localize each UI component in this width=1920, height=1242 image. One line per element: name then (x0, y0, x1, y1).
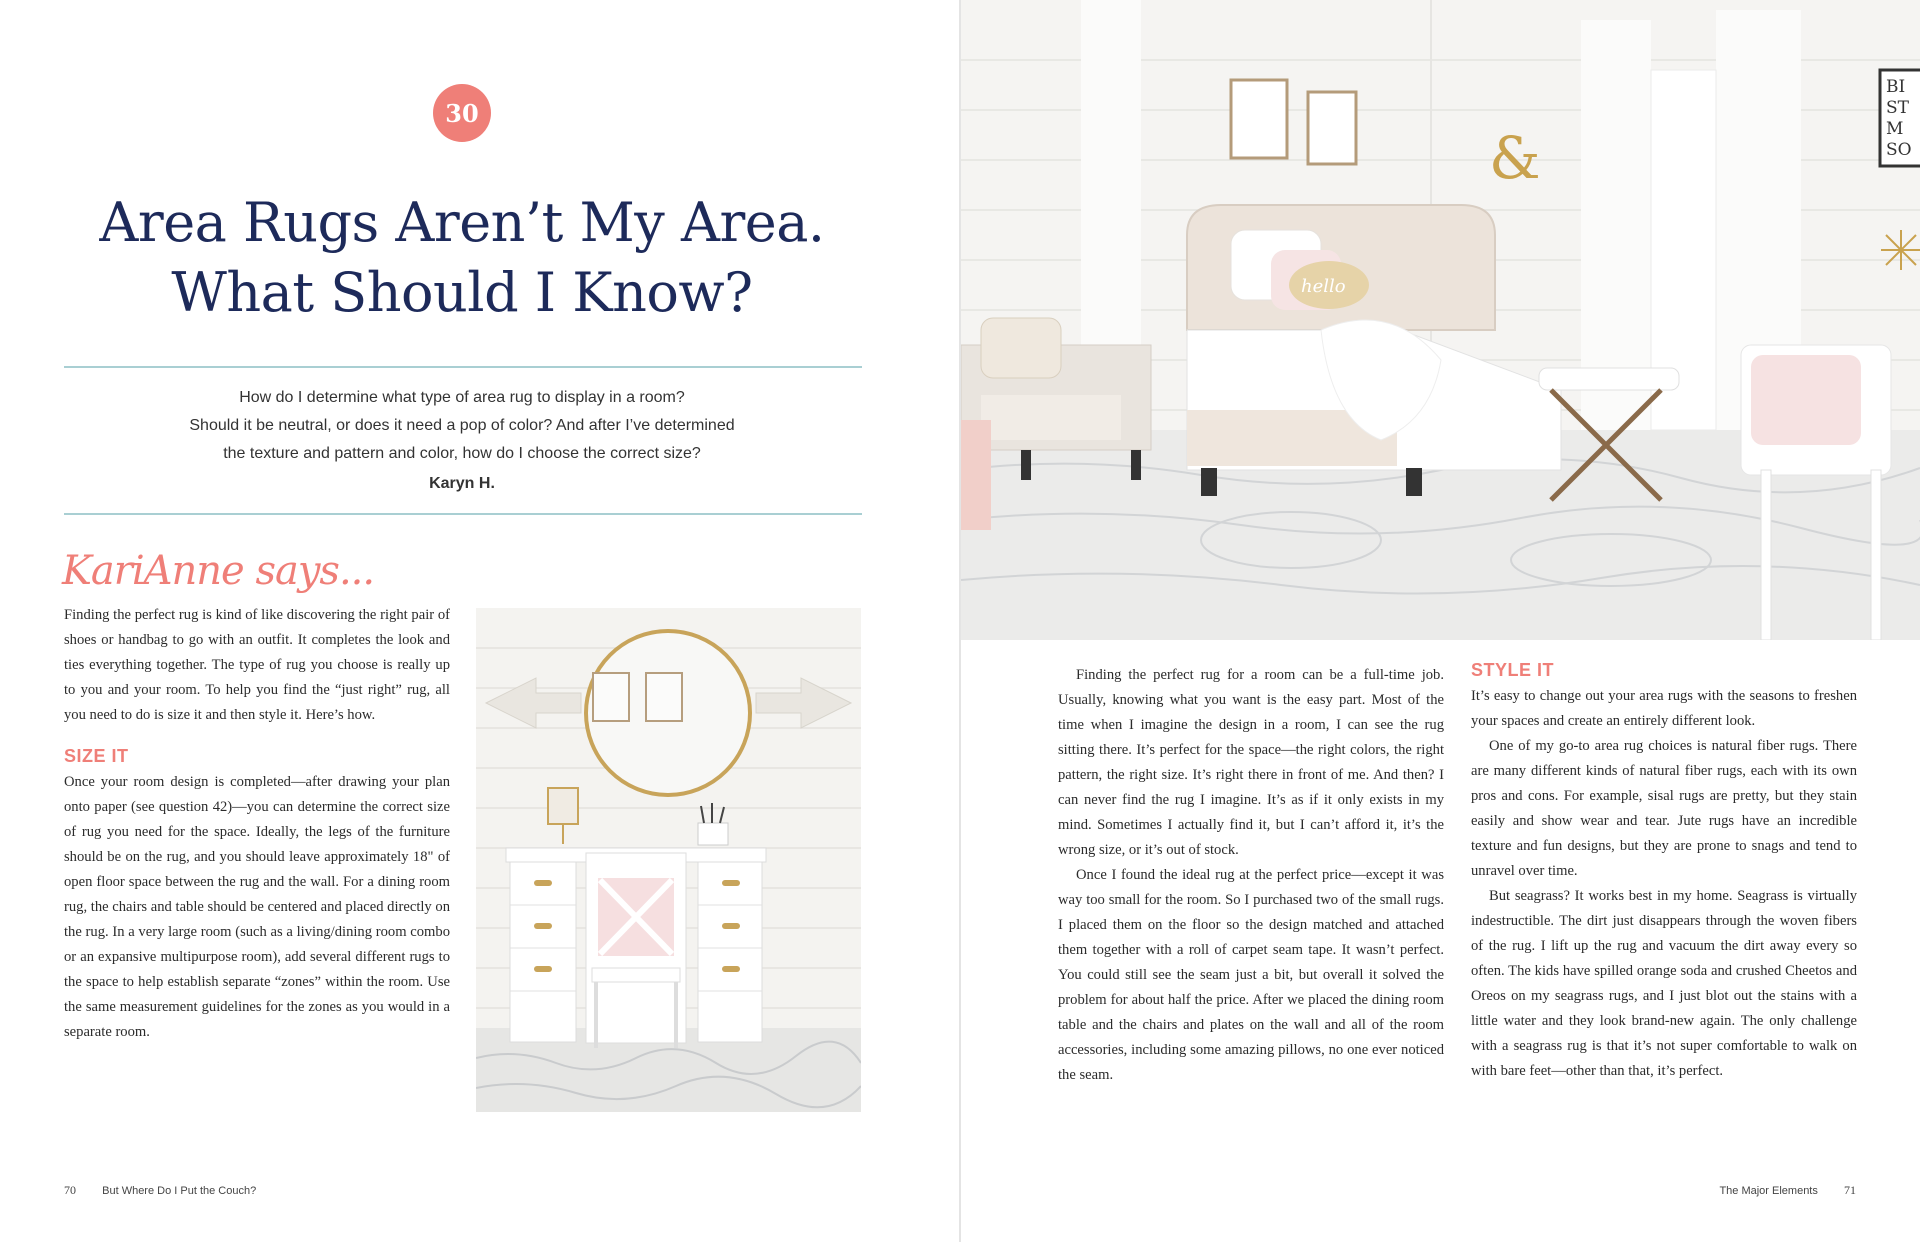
right-page-number: 71 (1844, 1183, 1856, 1197)
right-running-head: The Major Elements (1719, 1185, 1818, 1197)
vanity-photo (476, 608, 861, 1112)
answer-heading: KariAnne says... (62, 548, 375, 594)
title-line-2: What Should I Know? (171, 261, 753, 324)
left-footer (64, 1183, 256, 1198)
vanity-illustration (476, 608, 861, 1112)
right-body-column-2 (1471, 658, 1857, 1084)
question-line-2: Should it be neutral, or does it need a pop of color? And after I’ve determined (189, 417, 735, 434)
ampersand-sign: & (1489, 124, 1541, 192)
size-it-heading: SIZE IT (64, 746, 129, 766)
sign-letters-4: SO (1886, 140, 1912, 160)
page-title (64, 188, 860, 328)
style-it-paragraph-1: It’s easy to change out your area rugs with the seasons to freshen your spaces and create an entirely different look. (1471, 688, 1857, 729)
reader-question (120, 384, 804, 468)
intro-paragraph: Finding the perfect rug is kind of like discovering the right pair of shoes or handbag to go with an outfit. It completes the look and ties everything together. The type of rug you choose is really up to you and your room. To help you find the “just right” rug, all you need to do is size it and then style it. Here’s how. (64, 607, 450, 723)
question-line-1: How do I determine what type of area rug to display in a room? (239, 389, 685, 406)
right-footer (1719, 1183, 1856, 1198)
style-it-paragraph-3: But seagrass? It works best in my home. Seagrass is virtually indestructible. The dirt just disappears through the woven fibers of the rug. I lift up the rug and vacuum the dirt away every so often. The kids have spilled orange soda and crushed Cheetos and Oreos on my seagrass rugs, and I just blot out the stains with a little water and they look brand-new again. The only challenge with a seagrass rug is that it’s not super comfortable to walk on with bare feet—other than that, it’s perfect. (1471, 888, 1857, 1079)
size-it-paragraph: Once your room design is completed—after drawing your plan onto paper (see question 42)—you can determine the correct size of rug you need for the space. Ideally, the legs of the furniture should be on the rug, and you should leave approximately 18" of open floor space between the rug and the wall. For a dining room rug, the chairs and table should be centered and placed directly on the rug. In a very large room (such as a living/dining room combo or an expansive multipurpose room), add several different rugs to the space to help establish separate “zones” within the room. Use the same measurement guidelines for the zones as you would in a separate room. (64, 774, 450, 1040)
right-col-paragraph-2: Once I found the ideal rug at the perfect price—except it was way too small for the room. So I purchased two of the small rugs. I placed them on the floor so the design matched and attached them together with a roll of carpet seam tape. It wasn’t perfect. You could still see the seam just a bit, but overall it solved the problem for about half the price. After we placed the dining room table and the chairs and plates on the wall and all of the room accessories, including some amazing pillows, no one ever noticed the seam. (1058, 867, 1444, 1083)
left-running-head: But Where Do I Put the Couch? (102, 1185, 257, 1197)
style-it-paragraph-2: One of my go-to area rug choices is natural fiber rugs. There are many different kinds of natural fiber rugs, each with its own pros and cons. For example, sisal rugs are pretty, but they stain easily and show wear and tear. Jute rugs have an incredible texture and fun designs, but they are prone to snags and tend to unravel over time. (1471, 738, 1857, 879)
style-it-heading: STYLE IT (1471, 660, 1555, 680)
question-line-3: the texture and pattern and color, how do I choose the correct size? (223, 445, 701, 462)
left-page-number: 70 (64, 1183, 76, 1197)
divider-top (64, 366, 862, 368)
right-col-paragraph-1: Finding the perfect rug for a room can be a full-time job. Usually, knowing what you want is the easy part. Most of the time when I imagine the design in a room, I can see the rug sitting there. It’s perfect for the space—the right colors, the right pattern, the right size. It’s right there in front of me. And then? I can never find the rug I imagine. It’s as if it only exists in my mind. Sometimes I actually find it, but I can’t afford it, it’s the wrong size, or it’s out of stock. (1058, 667, 1444, 858)
right-body-column-1 (1058, 663, 1444, 1088)
bedroom-photo (961, 0, 1920, 640)
title-line-1: Area Rugs Aren’t My Area. (99, 191, 825, 254)
bedroom-illustration (961, 0, 1920, 640)
question-asker: Karyn H. (429, 475, 495, 492)
pillow-text: hello (1301, 276, 1346, 297)
sign-letters-3: M (1886, 119, 1904, 139)
divider-bottom (64, 513, 862, 515)
sign-letters-2: ST (1886, 98, 1909, 118)
sign-letters-1: BI (1886, 77, 1906, 97)
question-number-badge: 30 (433, 84, 491, 142)
left-body-column (64, 603, 450, 1045)
